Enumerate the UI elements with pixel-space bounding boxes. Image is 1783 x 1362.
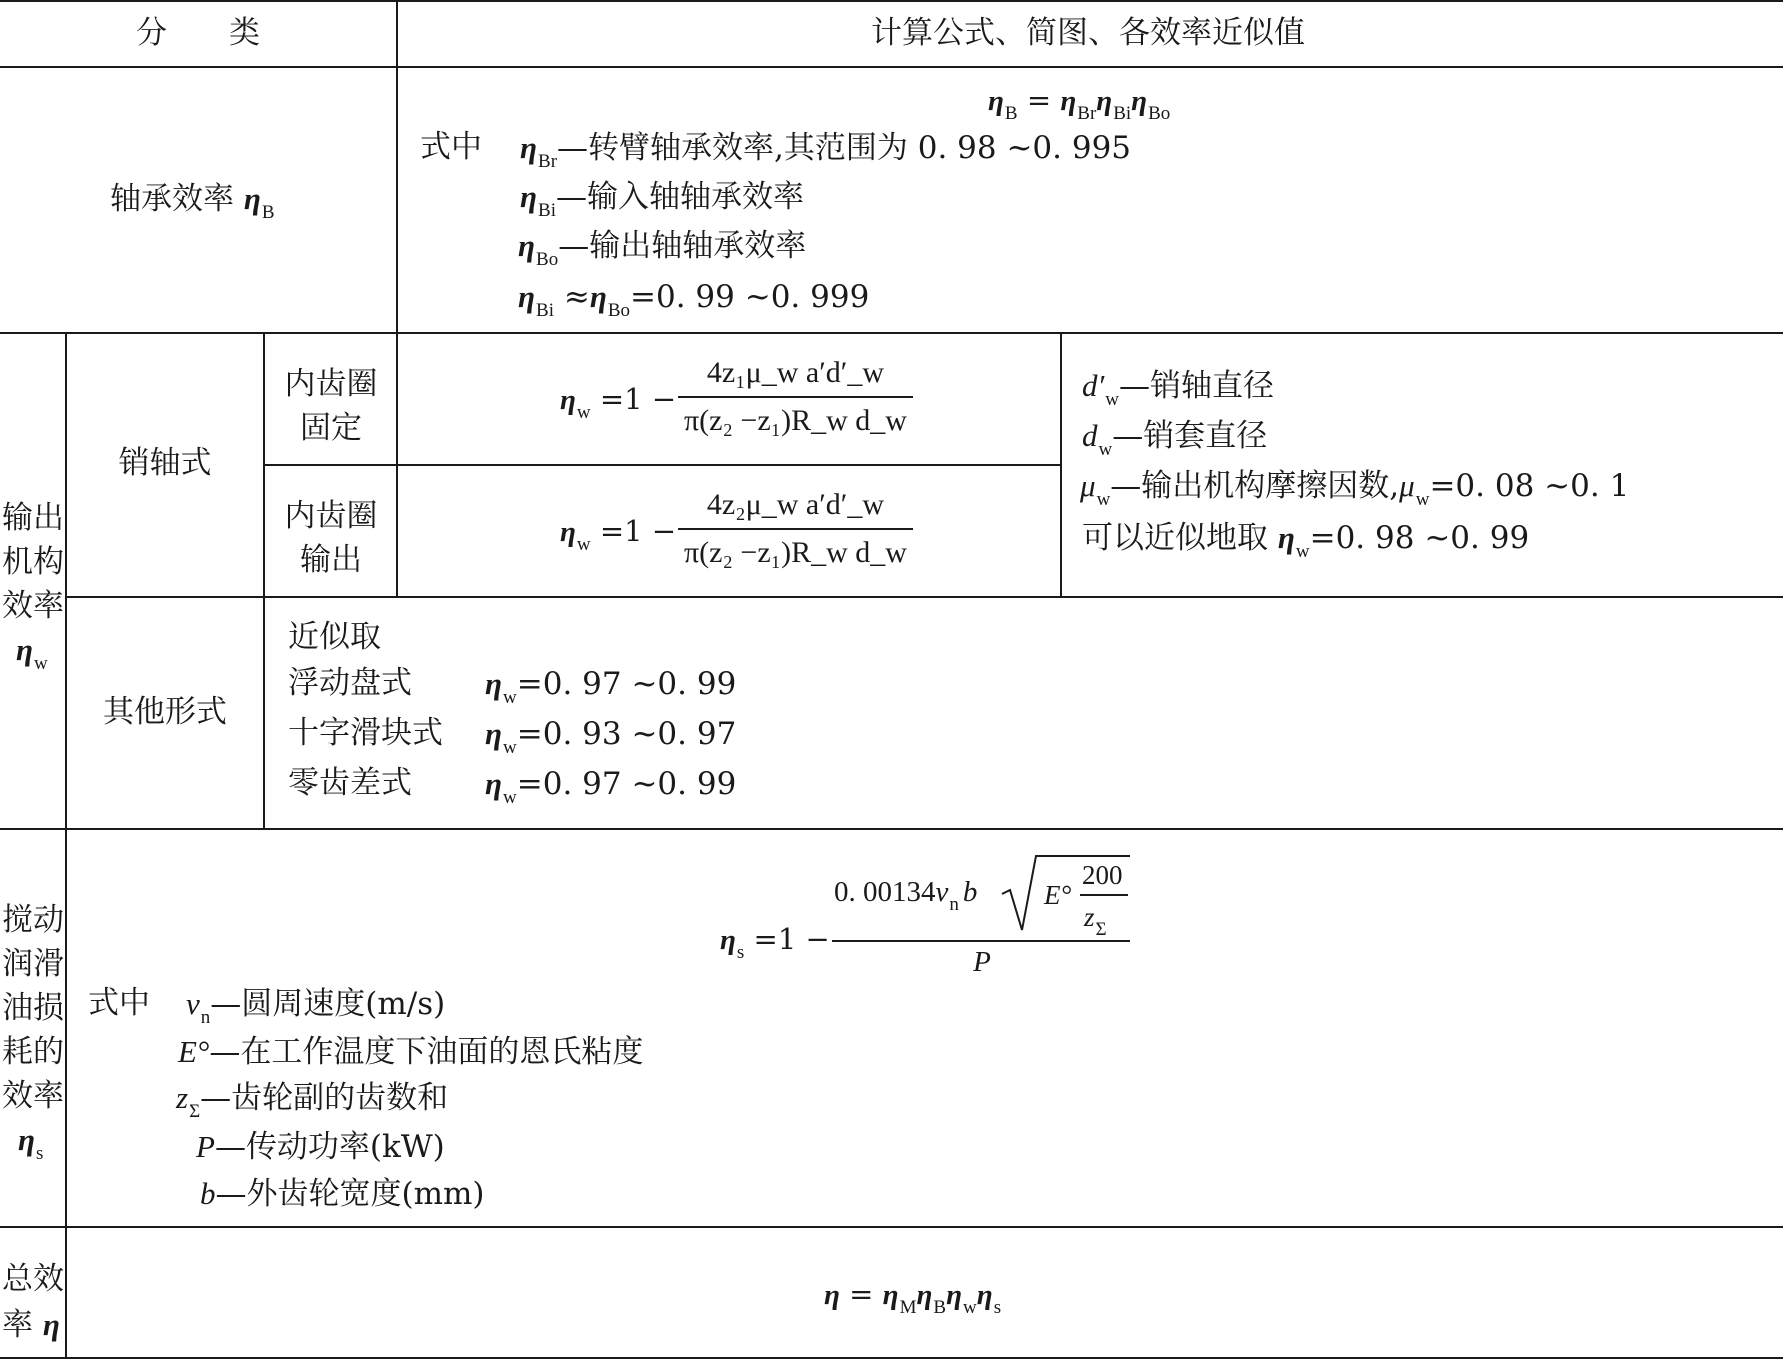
output-bottom-border	[0, 828, 1783, 830]
stirring-num-E: E°	[1044, 880, 1072, 910]
table-top-border	[0, 0, 1783, 2]
stirring-lhs: $\eta_s =1$ −	[720, 922, 830, 963]
bearing-where: 式中	[420, 129, 482, 165]
stirring-num-200: 200	[1082, 860, 1123, 890]
other-row-cross-slider: 十字滑块式	[288, 715, 443, 751]
stirring-bottom-border	[0, 1226, 1783, 1228]
bearing-label-text: 轴承效率	[110, 181, 234, 217]
pin-note-approx: 可以近似地取 $\eta_w=0$. 98 ~0. 99	[1082, 520, 1530, 562]
output-label-line-1: 输出	[2, 500, 64, 536]
pin-fixed-fraction	[678, 356, 913, 438]
pin-output-label: 内齿圈 输出	[284, 498, 378, 578]
output-label-line-3: 效率	[2, 588, 64, 624]
bearing-symbol: η	[243, 181, 261, 216]
total-symbol: η	[42, 1307, 60, 1342]
pin-fixed-label: 内齿圈 固定	[284, 366, 378, 446]
other-row-zero-tooth: 零齿差式	[288, 765, 412, 801]
pin-output-numerator: 4z₂μ_w a′d′_w	[706, 488, 885, 521]
category-divider	[396, 0, 398, 334]
total-label: 总效 率 η	[2, 1261, 64, 1343]
header-bottom-border	[0, 66, 1783, 68]
pin-output-lhs: $\eta_w =1$ −	[560, 514, 677, 555]
pin-mid-border	[264, 464, 1062, 466]
table-bottom-border	[0, 1357, 1783, 1359]
other-intro: 近似取	[288, 619, 381, 655]
notes-divider	[1060, 332, 1062, 596]
bearing-label	[110, 181, 275, 223]
pin-bottom-border	[66, 596, 1783, 598]
pin-output-fraction	[678, 488, 913, 570]
pin-note-sleeve-diameter: $d_w—$销套直径	[1082, 418, 1268, 460]
other-row-floating-disc-value: $\eta_w=0$. 97 ~0. 99	[485, 666, 737, 708]
stirring-fraction-bar	[832, 940, 1130, 942]
pin-type-label: 销轴式	[118, 445, 212, 481]
subtype-divider	[263, 332, 265, 828]
other-type-label: 其他形式	[103, 694, 227, 730]
pin-note-pin-diameter: $d'_w—$销轴直径	[1082, 368, 1275, 410]
pin-output-denominator: π(z₂ −z₁)R_w d_w	[678, 528, 913, 570]
stirring-line-viscosity: E°—在工作温度下油面的恩氏粘度	[178, 1034, 644, 1070]
stirring-line-width: b—外齿轮宽度(mm)	[200, 1176, 485, 1212]
other-row-zero-tooth-value: $\eta_w=0$. 97 ~0. 99	[485, 766, 737, 808]
output-symbol: η	[16, 632, 34, 667]
stirring-line-teeth: $z_\Sigma—$齿轮副的齿数和	[176, 1080, 449, 1122]
stirring-denominator: P	[973, 946, 991, 978]
bearing-symbol-sub: B	[261, 202, 275, 223]
stirring-label: 搅动 润滑 油损 耗的 效率 $\eta_s$	[2, 902, 64, 1164]
stirring-line-power: P—传动功率(kW)	[196, 1129, 445, 1165]
output-label-divider	[65, 332, 67, 1359]
output-label-line-2: 机构	[2, 544, 64, 580]
bearing-approx: $\eta_{Bi} \approx\eta_{Bo}=0$. 99 ~0. 999	[518, 279, 870, 321]
pin-formula-divider	[396, 332, 398, 596]
bearing-formula: $\eta_B = \eta_{Br}\eta_{Bi}\eta_{Bo}$	[988, 83, 1171, 124]
output-label: 输出 机构 效率 $\eta_w$	[2, 496, 64, 677]
header-formula: 计算公式、简图、各效率近似值	[871, 15, 1305, 51]
pin-fixed-lhs: $\eta_w =1$ −	[560, 382, 677, 423]
header-category: 分 类	[136, 15, 260, 51]
bearing-line-br: $\eta_{Br}—$转臂轴承效率,其范围为 0. 98 ~0. 995	[520, 130, 1132, 172]
pin-fixed-denominator: π(z₂ −z₁)R_w d_w	[678, 396, 913, 438]
bearing-line-bo: $\eta_{Bo}—$输出轴轴承效率	[518, 228, 807, 270]
stirring-fraction	[832, 850, 1132, 978]
bearing-bottom-border	[0, 332, 1783, 334]
pin-note-friction: $\mu_w—$输出机构摩擦因数$,\mu_w=0$. 08 ~0. 1	[1080, 468, 1630, 510]
stirring-where: 式中	[88, 985, 150, 1021]
stirring-num-coef: 0. $00134v_n$ b	[834, 876, 978, 915]
other-row-floating-disc: 浮动盘式	[288, 665, 412, 701]
other-row-cross-slider-value: $\eta_w=0$. 93 ~0. 97	[485, 716, 737, 758]
stirring-inner-fraction-bar	[1080, 894, 1128, 896]
stirring-symbol: η	[18, 1122, 36, 1157]
bearing-line-bi: $\eta_{Bi}—$输入轴轴承效率	[520, 179, 804, 221]
pin-fixed-numerator: 4z₁μ_w a′d′_w	[706, 356, 885, 389]
total-formula: $\eta = \eta_M\eta_B\eta_w\eta_s$	[824, 1277, 1002, 1318]
stirring-line-speed: $v_n—$圆周速度(m/s)	[186, 986, 446, 1028]
stirring-num-z: $z_\Sigma$	[1084, 902, 1107, 940]
